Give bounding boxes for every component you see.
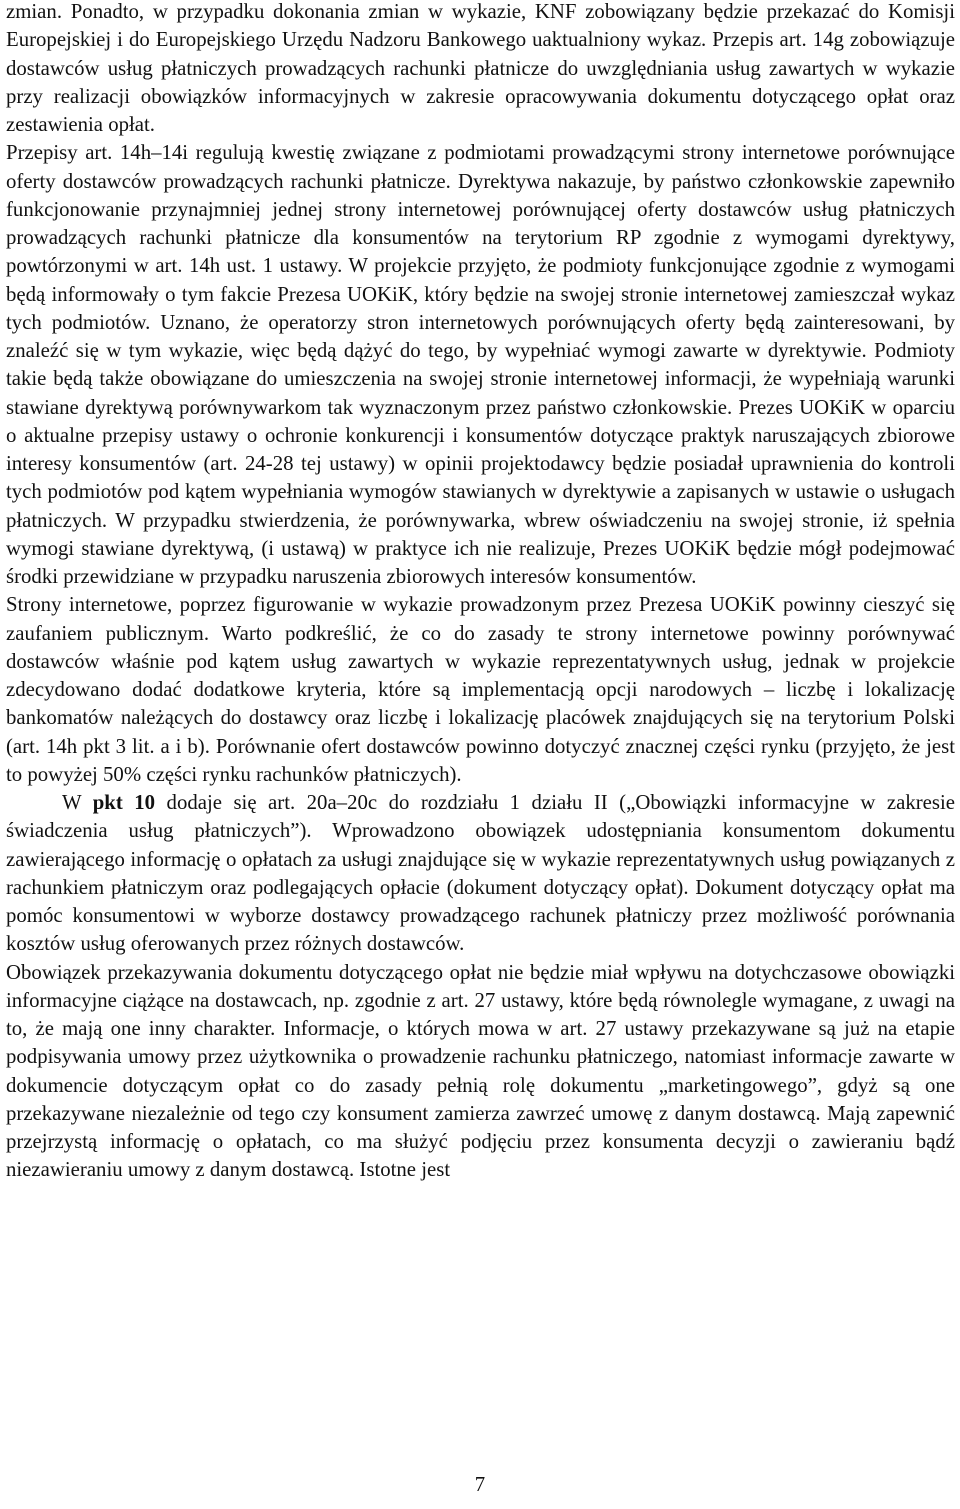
paragraph-pkt10-continuation: Wprowadzono obowiązek udostępniania konsumentom dokumentu zawierającego informację o opłatach za usługi znajdujące się w wykazie reprezentatywnych usług powiązanych z rachunkiem płatniczym oraz podlegających opłacie (dokument dotyczący opłat). Dokument dotyczący opłat ma pomóc konsumentowi w wyborze dostawcy prowadzącego rachunek płatniczy przez możliwość porównania kosztów usług oferowanych przez różnych dostawców. [6,819,955,956]
paragraph-3: Strony internetowe, poprzez figurowanie w wykazie prowadzonym przez Prezesa UOKiK powinny cieszyć się zaufaniem publicznym. Warto podkreślić, że co do zasady te strony internetowe powinny porównywać dostawców właśnie pod kątem usług zawartych w wykazie reprezentatywnych usług, jednak w projekcie zdecydowano dodać dodatkowe kryteria, które są implementacją opcji narodowych – liczbę i lokalizację bankomatów należących do dostawcy oraz liczbę i lokalizację placówek znajdujących się na terytorium Polski (art. 14h pkt 3 lit. a i b). Porównanie ofert dostawców powinno dotyczyć znacznej części rynku (przyjęto, że jest to powyżej 50% części rynku rachunków płatniczych). [6,593,955,786]
paragraph-pkt10-bold: pkt 10 [92,791,156,814]
document-page [6,0,955,1185]
paragraph-pkt10-prefix: W [62,791,93,814]
paragraph-5: Obowiązek przekazywania dokumentu dotyczącego opłat nie będzie miał wpływu na dotychczasowe obowiązki informacyjne ciążące na dostawcach, np. zgodnie z art. 27 ustawy, które będą równolegle wymagane, z uwagi na to, że mają one inny charakter. Informacje, o których mowa w art. 27 ustawy przekazywane są już na etapie podpisywania umowy przez użytkownika o prowadzenie rachunku płatniczego, natomiast informacje zawarte w dokumencie dotyczącym opłat co do zasady pełnią rolę dokumentu „marketingowego”, gdyż są one przekazywane niezależnie od tego czy konsument zamierza zawrzeć umowę z danym dostawcą. Mają zapewnić przejrzystą informację o opłatach, co ma służyć podjęciu przez konsumenta decyzji o zawieraniu bądź niezawieraniu umowy z danym dostawcą. Istotne jest [6,960,955,1182]
page-number: 7 [474,1473,486,1496]
paragraph-pkt10 [6,789,955,959]
paragraph-1: zmian. Ponadto, w przypadku dokonania zmian w wykazie, KNF zobowiązany będzie przekazać do Komisji Europejskiej i do Europejskiego Urzędu Nadzoru Bankowego uaktualniony wykaz. Przepis art. 14g zobowiązuje dostawców usług płatniczych prowadzących rachunki płatnicze do uwzględniania usług zawartych w wykazie przy realizacji obowiązków informacyjnych w zakresie opracowywania dokumentu dotyczącego opłat oraz zestawienia opłat. [6,0,955,136]
paragraph-pkt10-rest: dodaje się art. 20a–20c do rozdziału 1 działu II („Obowiązki informacyjne w zakresie świadczenia usług płatniczych”). [6,791,956,843]
paragraph-2: Przepisy art. 14h–14i regulują kwestię związane z podmiotami prowadzącymi strony internetowe porównujące oferty dostawców prowadzących rachunki płatnicze. Dyrektywa nakazuje, by państwo członkowskie zapewniło funkcjonowanie przynajmniej jednej strony internetowej porównującej oferty dostawców usług płatniczych prowadzących rachunki płatnicze dla konsumentów na terytorium RP zgodnie z wymogami dyrektywy, powtórzonymi w art. 14h ust. 1 ustawy. W projekcie przyjęto, że podmioty funkcjonujące zgodnie z wymogami będą informowały o tym fakcie Prezesa UOKiK, który będzie na swojej stronie internetowej zamieszczał wykaz tych podmiotów. Uznano, że operatorzy stron internetowych porównujących oferty będą zainteresowani, by znaleźć się w tym wykazie, więc będą dążyć do tego, by wypełniać wymogi zawarte w dyrektywie. Podmioty takie będą także obowiązane do umieszczenia na swojej stronie internetowej informacji, że wypełniają warunki stawiane dyrektywą porównywarkom tak wyznaczonym przez państwo członkowskie. Prezes UOKiK w oparciu o aktualne przepisy ustawy o ochronie konkurencji i konsumentów dotyczące praktyk naruszających zbiorowe interesy konsumentów (art. 24-28 tej ustawy) w opinii projektodawcy będzie posiadał uprawnienia do kontroli tych podmiotów pod kątem wypełniania wymogów stawianych w dyrektywie a zapisanych w ustawie o usługach płatniczych. W przypadku stwierdzenia, że porównywarka, wbrew oświadczeniu na swojej stronie, iż spełnia wymogi stawiane dyrektywą, (i ustawą) w praktyce ich nie realizuje, Prezes UOKiK będzie mógł podejmować środki przewidziane w przypadku naruszenia zbiorowych interesów konsumentów. [6,141,955,588]
